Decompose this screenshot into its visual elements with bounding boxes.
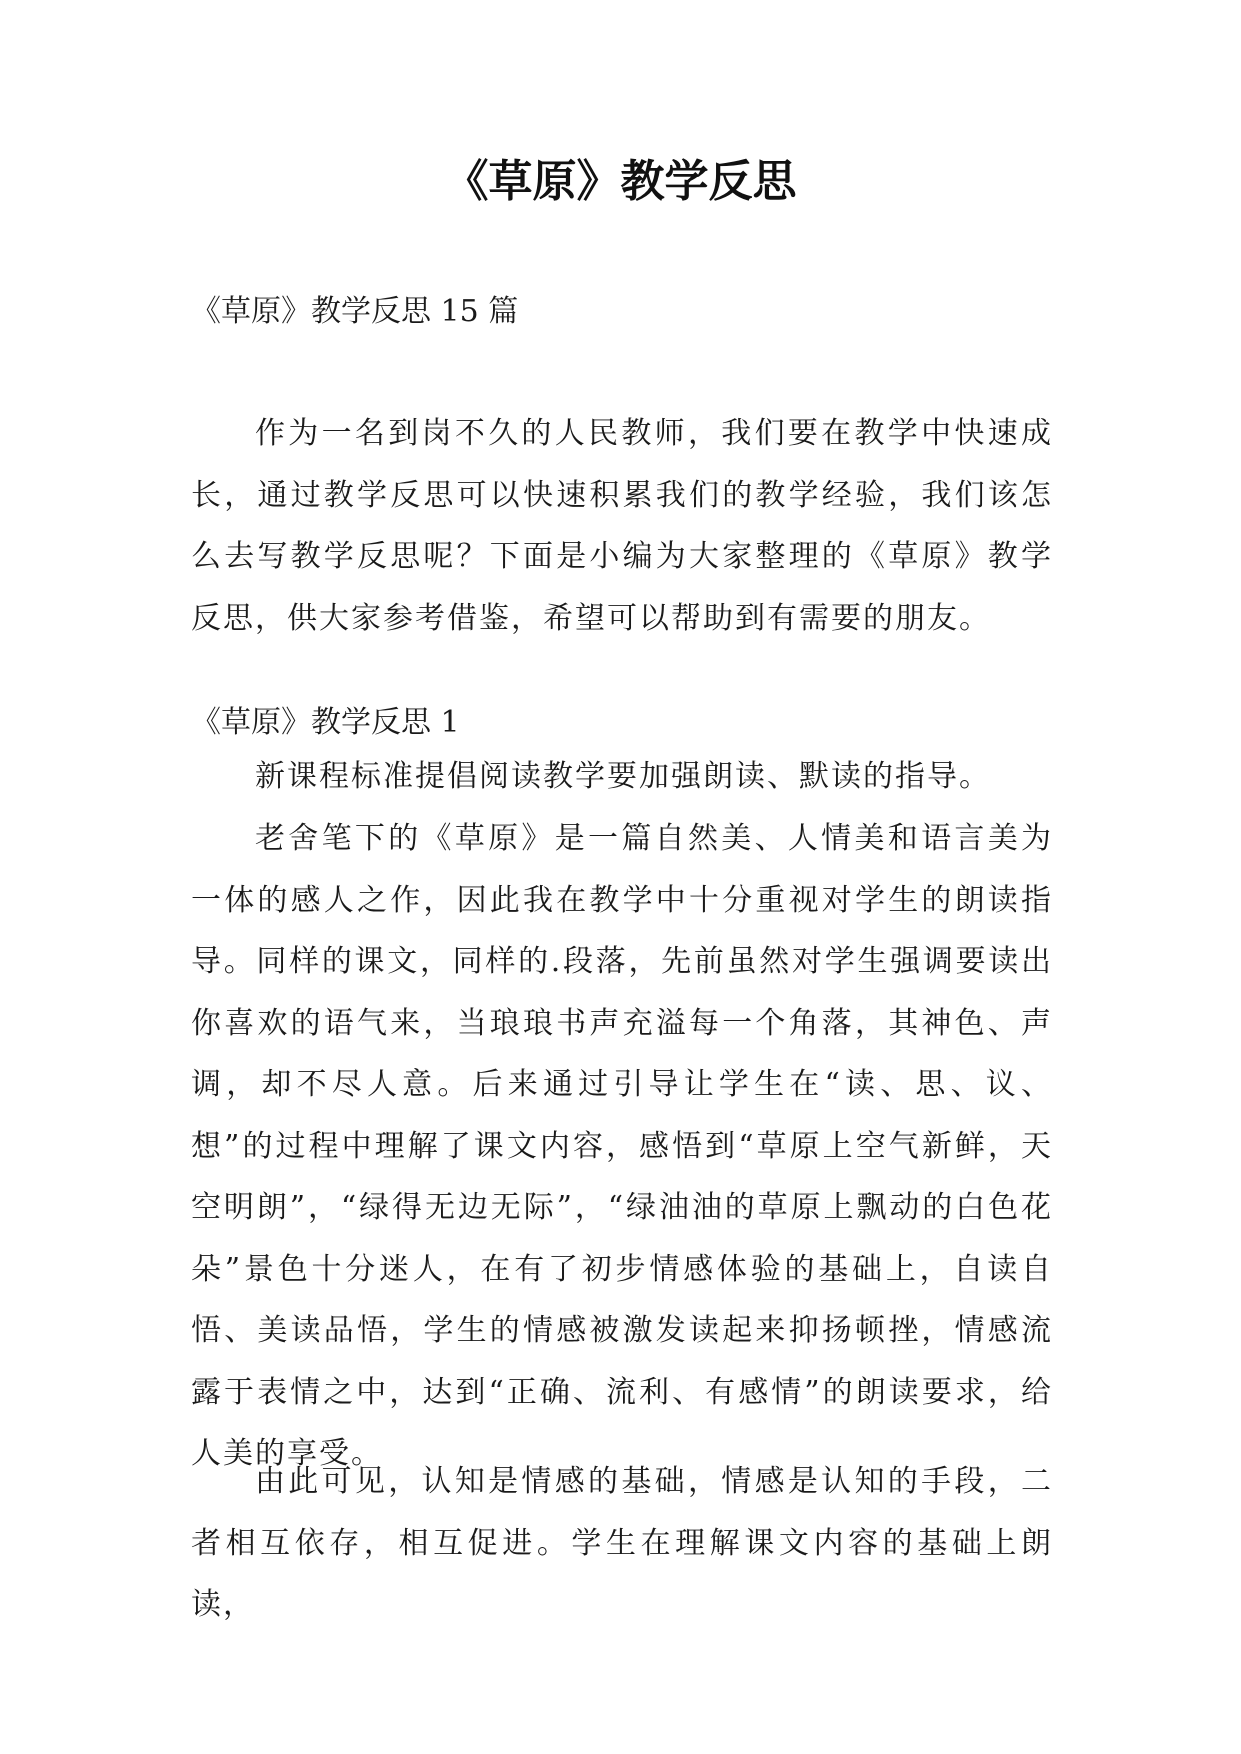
intro-paragraph: 作为一名到岗不久的人民教师，我们要在教学中快速成长，通过教学反思可以快速积累我们的教学经验，我们该怎么去写教学反思呢？下面是小编为大家整理的《草原》教学反思，供大家参考借鉴，希望可以帮助到有需要的朋友。 — [191, 416, 1053, 636]
document-title: 《草原》教学反思 — [444, 156, 797, 207]
body-paragraph-2: 老舍笔下的《草原》是一篇自然美、人情美和语言美为一体的感人之作，因此我在教学中十分重视对学生的朗读指导。同样的课文，同样的.段落，先前虽然对学生强调要读出你喜欢的语气来，当琅琅书声充溢每一个角落，其神色、声调，却不尽人意。后来通过引导让学生在“读、思、议、想”的过程中理解了课文内容，感悟到“草原上空气新鲜，天空明朗”，“绿得无边无际”，“绿油油的草原上飘动的白色花朵”景色十分迷人，在有了初步情感体验的基础上，自读自悟、美读品悟，学生的情感被激发读起来抑扬顿挫，情感流露于表情之中，达到“正确、流利、有感情”的朗读要求，给人美的享受。 — [191, 821, 1053, 1471]
body-paragraph-3: 由此可见，认知是情感的基础，情感是认知的手段，二者相互依存，相互促进。学生在理解课文内容的基础上朗读， — [191, 1464, 1053, 1622]
document-subtitle: 《草原》教学反思 15 篇 — [191, 294, 519, 329]
body-paragraph-1: 新课程标准提倡阅读教学要加强朗读、默读的指导。 — [255, 759, 991, 794]
section-heading: 《草原》教学反思 1 — [191, 705, 460, 740]
